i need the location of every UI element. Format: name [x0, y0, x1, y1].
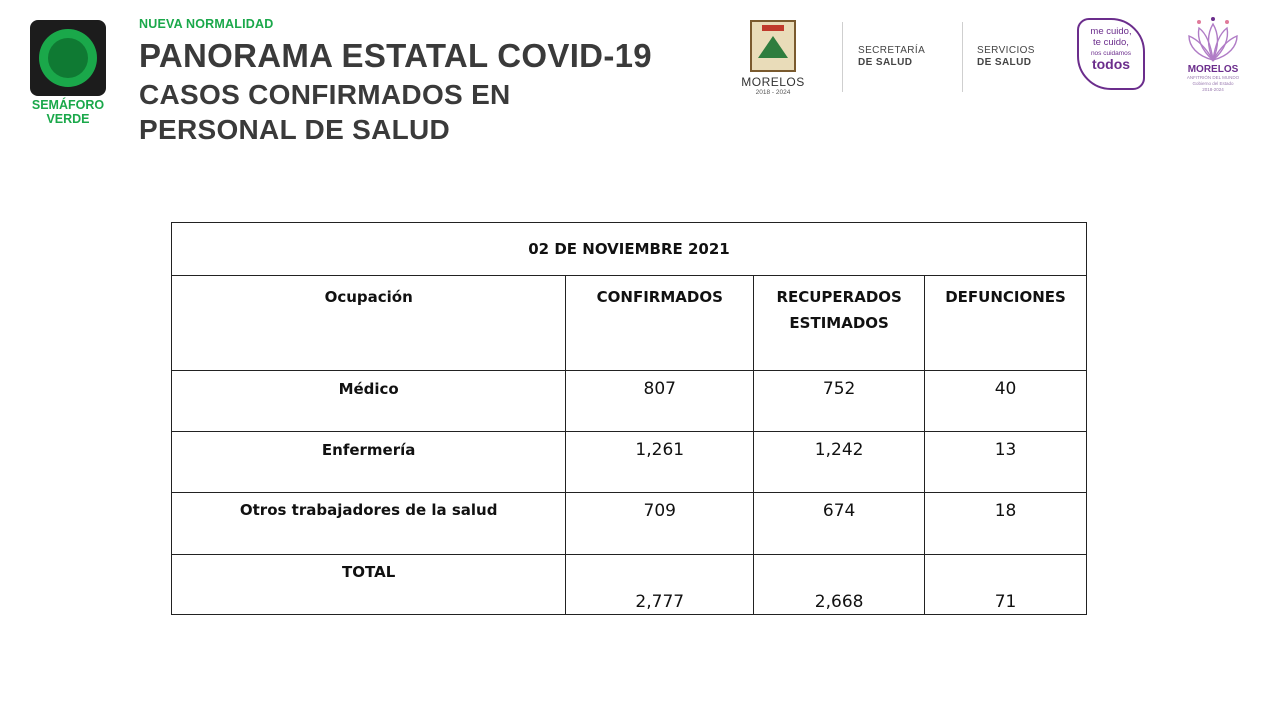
- semaforo-logo: [28, 20, 108, 126]
- occupation-cell: Médico: [172, 371, 566, 432]
- page-subtitle: CASOS CONFIRMADOS EN PERSONAL DE SALUD: [139, 79, 511, 145]
- header-occupation: Ocupación: [172, 276, 566, 371]
- total-deaths: 71: [925, 555, 1087, 615]
- total-recovered: 2,668: [754, 555, 925, 615]
- page-title: PANORAMA ESTATAL COVID-19: [139, 37, 652, 74]
- lotus-icon: [1185, 16, 1241, 64]
- recovered-cell: 674: [754, 493, 925, 555]
- header-deaths: DEFUNCIONES: [925, 276, 1087, 371]
- table-header-row: [172, 276, 1087, 371]
- recovered-cell: 752: [754, 371, 925, 432]
- deaths-cell: 40: [925, 371, 1087, 432]
- total-confirmed: 2,777: [566, 555, 754, 615]
- morelos-logo: MORELOS 2018 - 2024: [738, 20, 808, 96]
- table-row: [172, 432, 1087, 493]
- divider: [842, 22, 843, 92]
- servicios-logo: SERVICIOS DE SALUD: [977, 45, 1035, 68]
- header-confirmed: CONFIRMADOS: [566, 276, 754, 371]
- cases-table: [171, 222, 1087, 615]
- total-label: TOTAL: [172, 555, 566, 615]
- confirmed-cell: 1,261: [566, 432, 754, 493]
- confirmed-cell: 709: [566, 493, 754, 555]
- occupation-cell: Enfermería: [172, 432, 566, 493]
- crest-icon: [750, 20, 796, 72]
- occupation-cell: Otros trabajadores de la salud: [172, 493, 566, 555]
- header-recovered: RECUPERADOS ESTIMADOS: [754, 276, 925, 371]
- table-row: [172, 371, 1087, 432]
- slogan-logo: me cuido, te cuido, nos cuidamos todos: [1077, 18, 1145, 90]
- confirmed-cell: 807: [566, 371, 754, 432]
- morelos-lotus-logo: MORELOS ANFITRIÓN DEL MUNDO Gobierno del Estado 2018-2024: [1180, 16, 1246, 93]
- semaforo-label: SEMÁFORO VERDE: [31, 98, 105, 126]
- deaths-cell: 18: [925, 493, 1087, 555]
- traffic-light-icon: [30, 20, 106, 96]
- recovered-cell: 1,242: [754, 432, 925, 493]
- table-row: [172, 493, 1087, 555]
- table-date: 02 DE NOVIEMBRE 2021: [172, 223, 1087, 276]
- deaths-cell: 13: [925, 432, 1087, 493]
- secretaria-logo: SECRETARÍA DE SALUD: [858, 45, 926, 68]
- divider: [962, 22, 963, 92]
- kicker-text: NUEVA NORMALIDAD: [139, 17, 274, 31]
- table-total-row: [172, 555, 1087, 615]
